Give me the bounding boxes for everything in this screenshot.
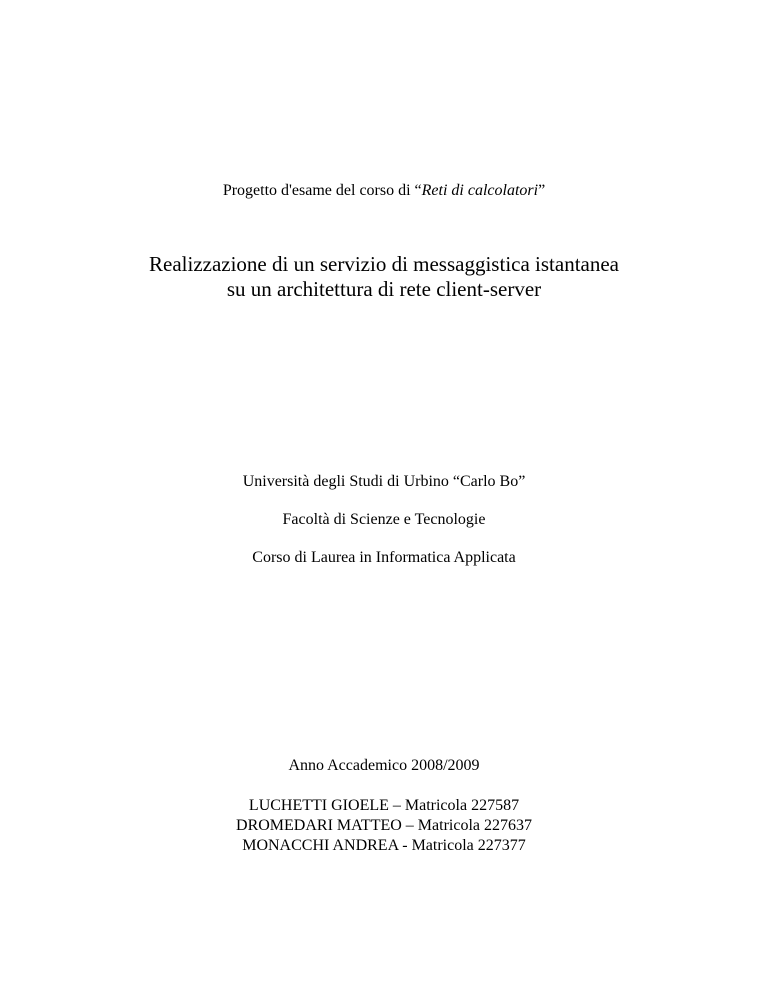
course-suffix: ” xyxy=(538,182,546,199)
university-name: Università degli Studi di Urbino “Carlo Bo” xyxy=(242,473,526,490)
academic-year: Anno Accademico 2008/2009 xyxy=(288,757,480,774)
course-name: Reti di calcolatori xyxy=(421,182,539,199)
author-item: LUCHETTI GIOELE – Matricola 227587 xyxy=(248,797,520,814)
course-line xyxy=(0,183,768,199)
project-title-line-2: su un architettura di rete client-server xyxy=(226,277,542,301)
project-title xyxy=(0,252,768,302)
project-title-line-1: Realizzazione di un servizio di messaggistica istantanea xyxy=(149,252,619,276)
author-item: DROMEDARI MATTEO – Matricola 227637 xyxy=(236,817,532,834)
author-list xyxy=(0,796,768,856)
degree-course: Corso di Laurea in Informatica Applicata xyxy=(252,549,516,566)
faculty-name: Facoltà di Scienze e Tecnologie xyxy=(282,511,486,528)
author-item: MONACCHI ANDREA - Matricola 227377 xyxy=(242,837,526,854)
course-prefix: Progetto d'esame del corso di “ xyxy=(222,182,422,199)
